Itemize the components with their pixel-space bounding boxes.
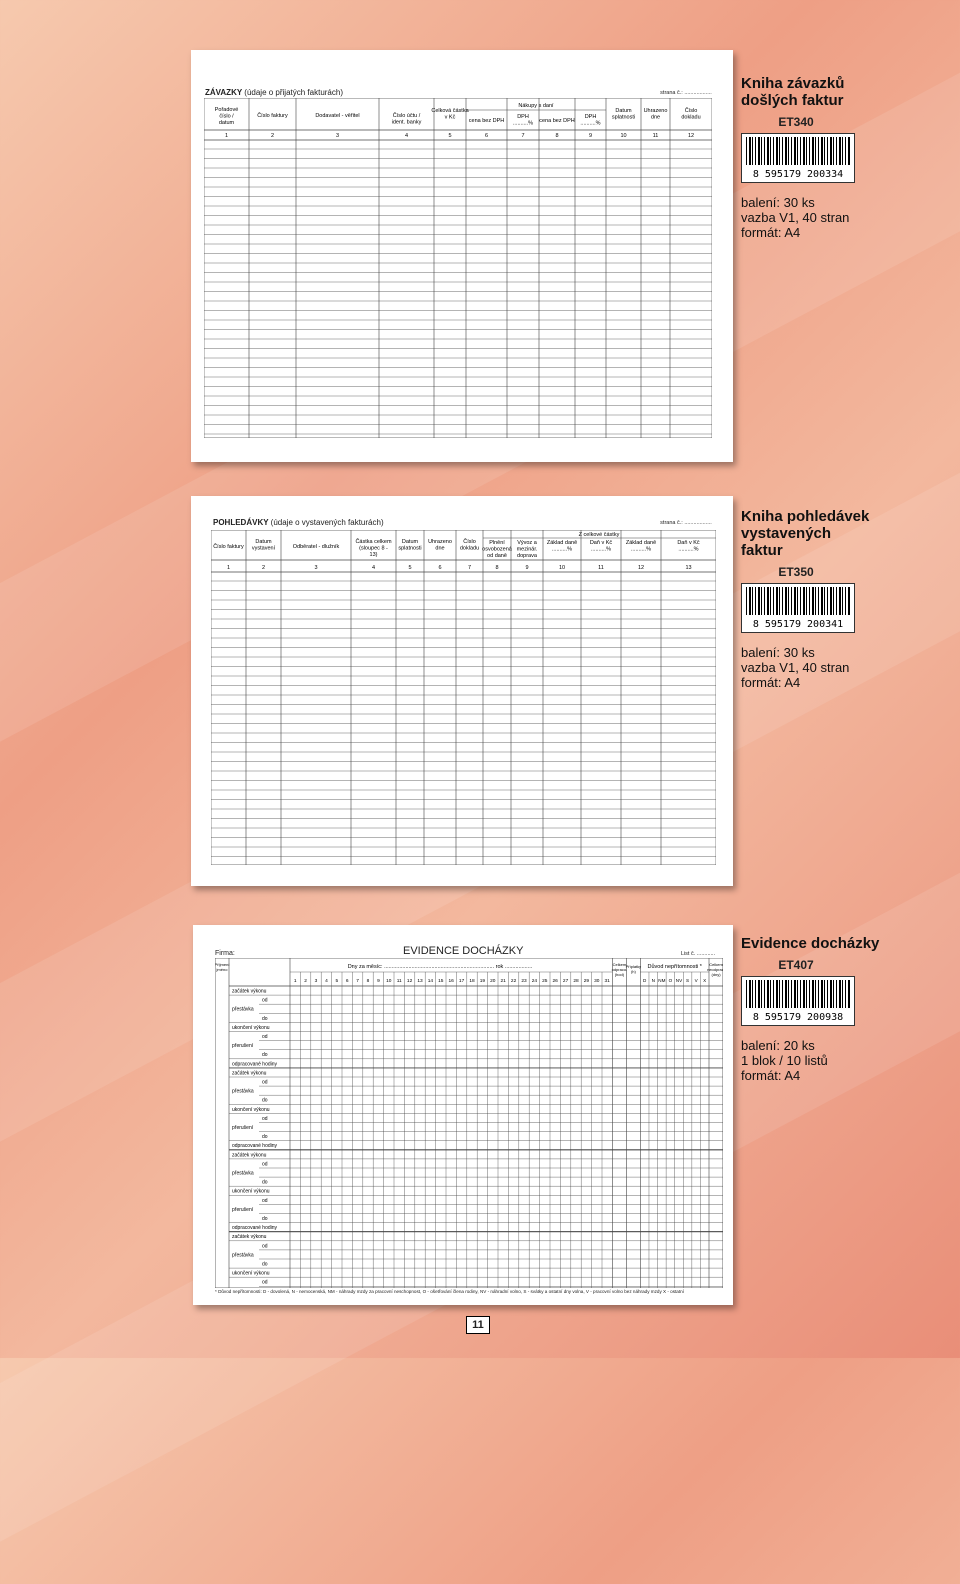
day-number: 29 [583,979,590,984]
total-hours-label: Celkem [612,962,627,967]
header-label: mezinár. [516,546,538,553]
day-number: 18 [469,979,475,984]
attendance-table [215,958,723,1288]
header-label: ..........% [551,546,573,553]
column-number: 4 [371,565,376,571]
header-label: Pořadové [214,107,239,113]
attendance-specs [741,1038,941,1083]
row-label: přerušení [232,1206,254,1213]
attendance-form-sheet [193,925,733,1305]
total-absence-label: (dny) [711,972,721,977]
day-number: 9 [377,979,380,984]
header-label: Základ daně [625,540,657,546]
liabilities-product-info [741,75,941,240]
header-label: od daně [487,553,507,559]
surname-label: Příjmení [215,962,230,967]
header-label: Odběratel - dlužník [292,544,340,550]
header-label: splatnosti [398,545,422,552]
row-label: začátek výkonu [232,988,267,995]
surcharges-label: Příplatky [625,964,642,969]
liabilities-specs [741,195,941,240]
spec-line: vazba V1, 40 stran [741,660,850,675]
day-number: 1 [293,979,297,984]
total-absence-label: Celkem [709,962,723,967]
header-label: ..........% [630,546,652,553]
row-label: do [262,1097,268,1104]
row-label: od [262,1279,268,1286]
liabilities-page-label: strana č.: .................. [660,90,712,96]
liabilities-form-sheet [191,50,733,462]
row-label: do [262,1015,268,1022]
row-label: odpracované hodiny [232,1225,278,1232]
row-label: začátek výkonu [232,1152,267,1159]
column-number: 8 [495,565,499,571]
column-number: 11 [652,133,659,139]
day-number: 28 [573,979,579,984]
row-label: od [262,1034,268,1040]
receivables-table [211,530,716,865]
attendance-footnote: * Důvod nepřítomnosti: D - dovolená, N - nemocenská, NM - náhrady mzdy za pracovní neschopnost, O - ošetřování člena rodiny, NV - náhradní volno, S - svátky a ostatní dny volna, V - pracovní volno bez náhrady mzdy X - ostatní [215,1289,684,1294]
receivables-specs [741,645,941,690]
column-number: 2 [261,565,266,571]
header-label: Vývoz a [517,540,537,546]
header-label: Datum [615,108,632,114]
day-number: 2 [304,979,307,984]
header-label: splatnosti [611,114,636,121]
day-number: 3 [314,979,318,984]
total-absence-label: neodpra [707,967,722,972]
liabilities-form-title: ZÁVAZKY (údaje o přijatých fakturách) [205,88,343,97]
column-number: 12 [637,565,645,571]
column-number: 5 [448,133,452,139]
day-number: 16 [448,979,454,984]
header-label: Daň v Kč [589,540,613,546]
absence-code: D [643,978,647,983]
receivables-product-info [741,508,941,690]
row-label: přestávka [232,1252,254,1259]
header-label: dokladu [459,545,480,552]
receivables-page-label: strana č.: .................. [660,520,712,526]
day-number: 20 [490,979,496,984]
absence-code: S [686,978,690,983]
column-number: 9 [525,565,529,571]
row-label: ukončení výkonu [232,1024,270,1031]
receivables-product-name: Kniha pohledávek vystavených faktur [741,508,870,559]
day-number: 10 [386,979,392,984]
row-label: přestávka [232,1170,254,1177]
header-label: Daň v Kč [677,540,700,546]
header-label: Plnění [489,540,505,546]
header-label: Datum [255,539,272,545]
header-label: 13) [369,552,378,558]
header-label: ..........% [512,120,534,127]
header-label: Číslo [684,108,698,114]
row-label: začátek výkonu [232,1070,267,1077]
header-label: Částka celkem [355,539,392,545]
liabilities-product-name: Kniha závazků došlých faktur [741,75,845,109]
day-number: 19 [479,979,486,984]
spec-line: balení: 30 ks [741,645,815,660]
spec-line: 1 blok / 10 listů [741,1053,828,1068]
liabilities-product-code: ET340 [778,115,814,129]
day-number: 25 [542,979,548,984]
barcode-number: 8 595179 200341 [752,619,844,630]
total-hours-label: (hod) [614,972,625,977]
day-number: 4 [325,979,328,984]
total-hours-label: odpraco. [611,967,628,972]
header-label: Z celkové částky [578,532,620,538]
column-number: 3 [314,565,318,571]
column-number: 1 [224,133,229,139]
header-label: ident. banky [391,119,422,126]
column-number: 6 [438,565,442,571]
attendance-product-name: Evidence docházky [741,935,880,952]
attendance-product-info [741,935,941,1083]
header-label: Celková částka [431,108,469,114]
header-label: (sloupec 8 - [359,545,388,552]
column-number: 8 [555,133,559,139]
barcode-icon [741,133,855,183]
row-label: od [262,1243,268,1250]
column-number: 4 [404,133,409,139]
barcode-number: 8 595179 200334 [752,169,844,180]
header-label: Číslo [463,539,476,545]
day-number: 12 [406,979,413,984]
row-label: začátek výkonu [232,1234,267,1241]
column-number: 10 [620,133,627,139]
day-number: 7 [356,979,359,984]
header-label: doprava [517,553,537,559]
row-label: odpracované hodiny [232,1061,278,1068]
header-label: osvobozená [482,546,512,553]
header-label: DPH [584,114,597,120]
header-label: Číslo faktury [257,113,288,119]
spec-line: balení: 20 ks [741,1038,815,1053]
row-label: do [262,1134,268,1141]
row-label: do [262,1216,268,1222]
row-label: od [262,1197,268,1204]
liabilities-table [204,98,712,438]
day-number: 8 [366,979,370,984]
header-label: dne [650,114,661,121]
receivables-table-grid [211,530,716,865]
attendance-sheet-label: List č. ............ [680,951,716,957]
spec-line: vazba V1, 40 stran [741,210,850,225]
row-label: od [262,1161,268,1168]
row-label: přestávka [232,1088,254,1095]
header-label: Uhrazeno [428,539,452,545]
receivables-product-code: ET350 [778,565,814,579]
header-label: Číslo účtu / [392,113,421,119]
absence-label: Důvod nepřítomnosti * [647,964,702,970]
receivables-form-sheet [191,496,733,886]
header-label: Dodavatel - věřitel [315,113,360,119]
day-number: 30 [594,979,600,984]
day-number: 21 [500,979,506,984]
row-label: od [262,997,268,1004]
spec-line: formát: A4 [741,225,801,240]
attendance-firm-label: Firma: [215,950,235,957]
barcode-number: 8 595179 200938 [752,1012,844,1023]
spec-line: formát: A4 [741,675,801,690]
row-label: do [262,1052,268,1059]
column-number: 5 [408,565,412,571]
row-label: ukončení výkonu [232,1106,270,1113]
header-label: cena bez DPH [539,118,575,124]
absence-code: NM [658,978,666,983]
attendance-product-code: ET407 [778,958,814,972]
header-label: Datum [401,539,419,545]
day-number: 11 [396,979,402,984]
column-number: 12 [687,133,695,139]
row-label: do [262,1261,268,1268]
column-number: 10 [558,565,566,571]
day-number: 23 [521,979,527,984]
header-label: dokladu [681,114,701,121]
day-number: 15 [438,979,444,984]
row-label: od [262,1079,268,1086]
column-number: 7 [467,565,472,571]
header-label: vystavení [251,545,276,552]
header-label: v Kč [444,114,456,121]
header-label: dne [435,545,445,552]
column-number: 1 [226,565,231,571]
page-number: 11 [466,1316,490,1334]
receivables-form-title: POHLEDÁVKY (údaje o vystavených fakturách) [213,518,384,527]
header-label: ..........% [580,120,601,127]
header-label: DPH [517,114,529,120]
day-number: 17 [458,979,465,984]
column-number: 7 [521,133,525,139]
day-number: 31 [604,979,610,984]
row-label: přerušení [232,1125,254,1131]
header-label: Základ daně [546,540,578,546]
day-number: 26 [552,979,558,984]
days-label: Dny za měsíc: ........................................................................ rok .................. [347,964,533,970]
row-label: přestávka [232,1006,254,1013]
row-label: odpracované hodiny [232,1143,278,1150]
absence-code: N [651,978,655,983]
column-number: 13 [685,565,692,571]
header-label: Číslo faktury [213,544,244,550]
day-number: 24 [531,979,538,984]
column-number: 9 [588,133,593,139]
surname-label: jméno [216,967,228,972]
column-number: 3 [335,133,340,139]
row-label: ukončení výkonu [232,1188,270,1195]
absence-code: NV [675,978,683,983]
header-label: cena bez DPH [468,118,505,124]
header-label: ..........% [678,546,699,553]
surcharges-label: (h) [630,969,636,974]
day-number: 6 [345,979,349,984]
header-label: ..........% [590,546,612,553]
row-label: ukončení výkonu [232,1270,270,1277]
row-label: přerušení [232,1043,254,1050]
column-number: 2 [270,133,275,139]
header-label: Nákupy s daní [518,103,554,109]
day-number: 5 [335,979,339,984]
day-number: 13 [417,979,423,984]
attendance-form-title: EVIDENCE DOCHÁZKY [403,945,524,957]
spec-line: formát: A4 [741,1068,801,1083]
liabilities-table-grid [204,98,712,438]
header-label: číslo / [219,113,234,120]
barcode-icon [741,976,855,1026]
header-label: Uhrazeno [643,108,668,114]
absence-code: X [703,978,707,983]
spec-line: balení: 30 ks [741,195,815,210]
column-number: 11 [598,565,604,571]
absence-code: V [694,978,698,983]
row-label: od [262,1115,268,1122]
attendance-table-grid [215,958,723,1288]
absence-code: O [668,978,673,983]
row-label: do [262,1179,268,1186]
day-number: 22 [510,979,517,984]
barcode-icon [741,583,855,633]
day-number: 14 [427,979,434,984]
column-number: 6 [484,133,489,139]
day-number: 27 [562,979,569,984]
header-label: datum [218,120,235,126]
